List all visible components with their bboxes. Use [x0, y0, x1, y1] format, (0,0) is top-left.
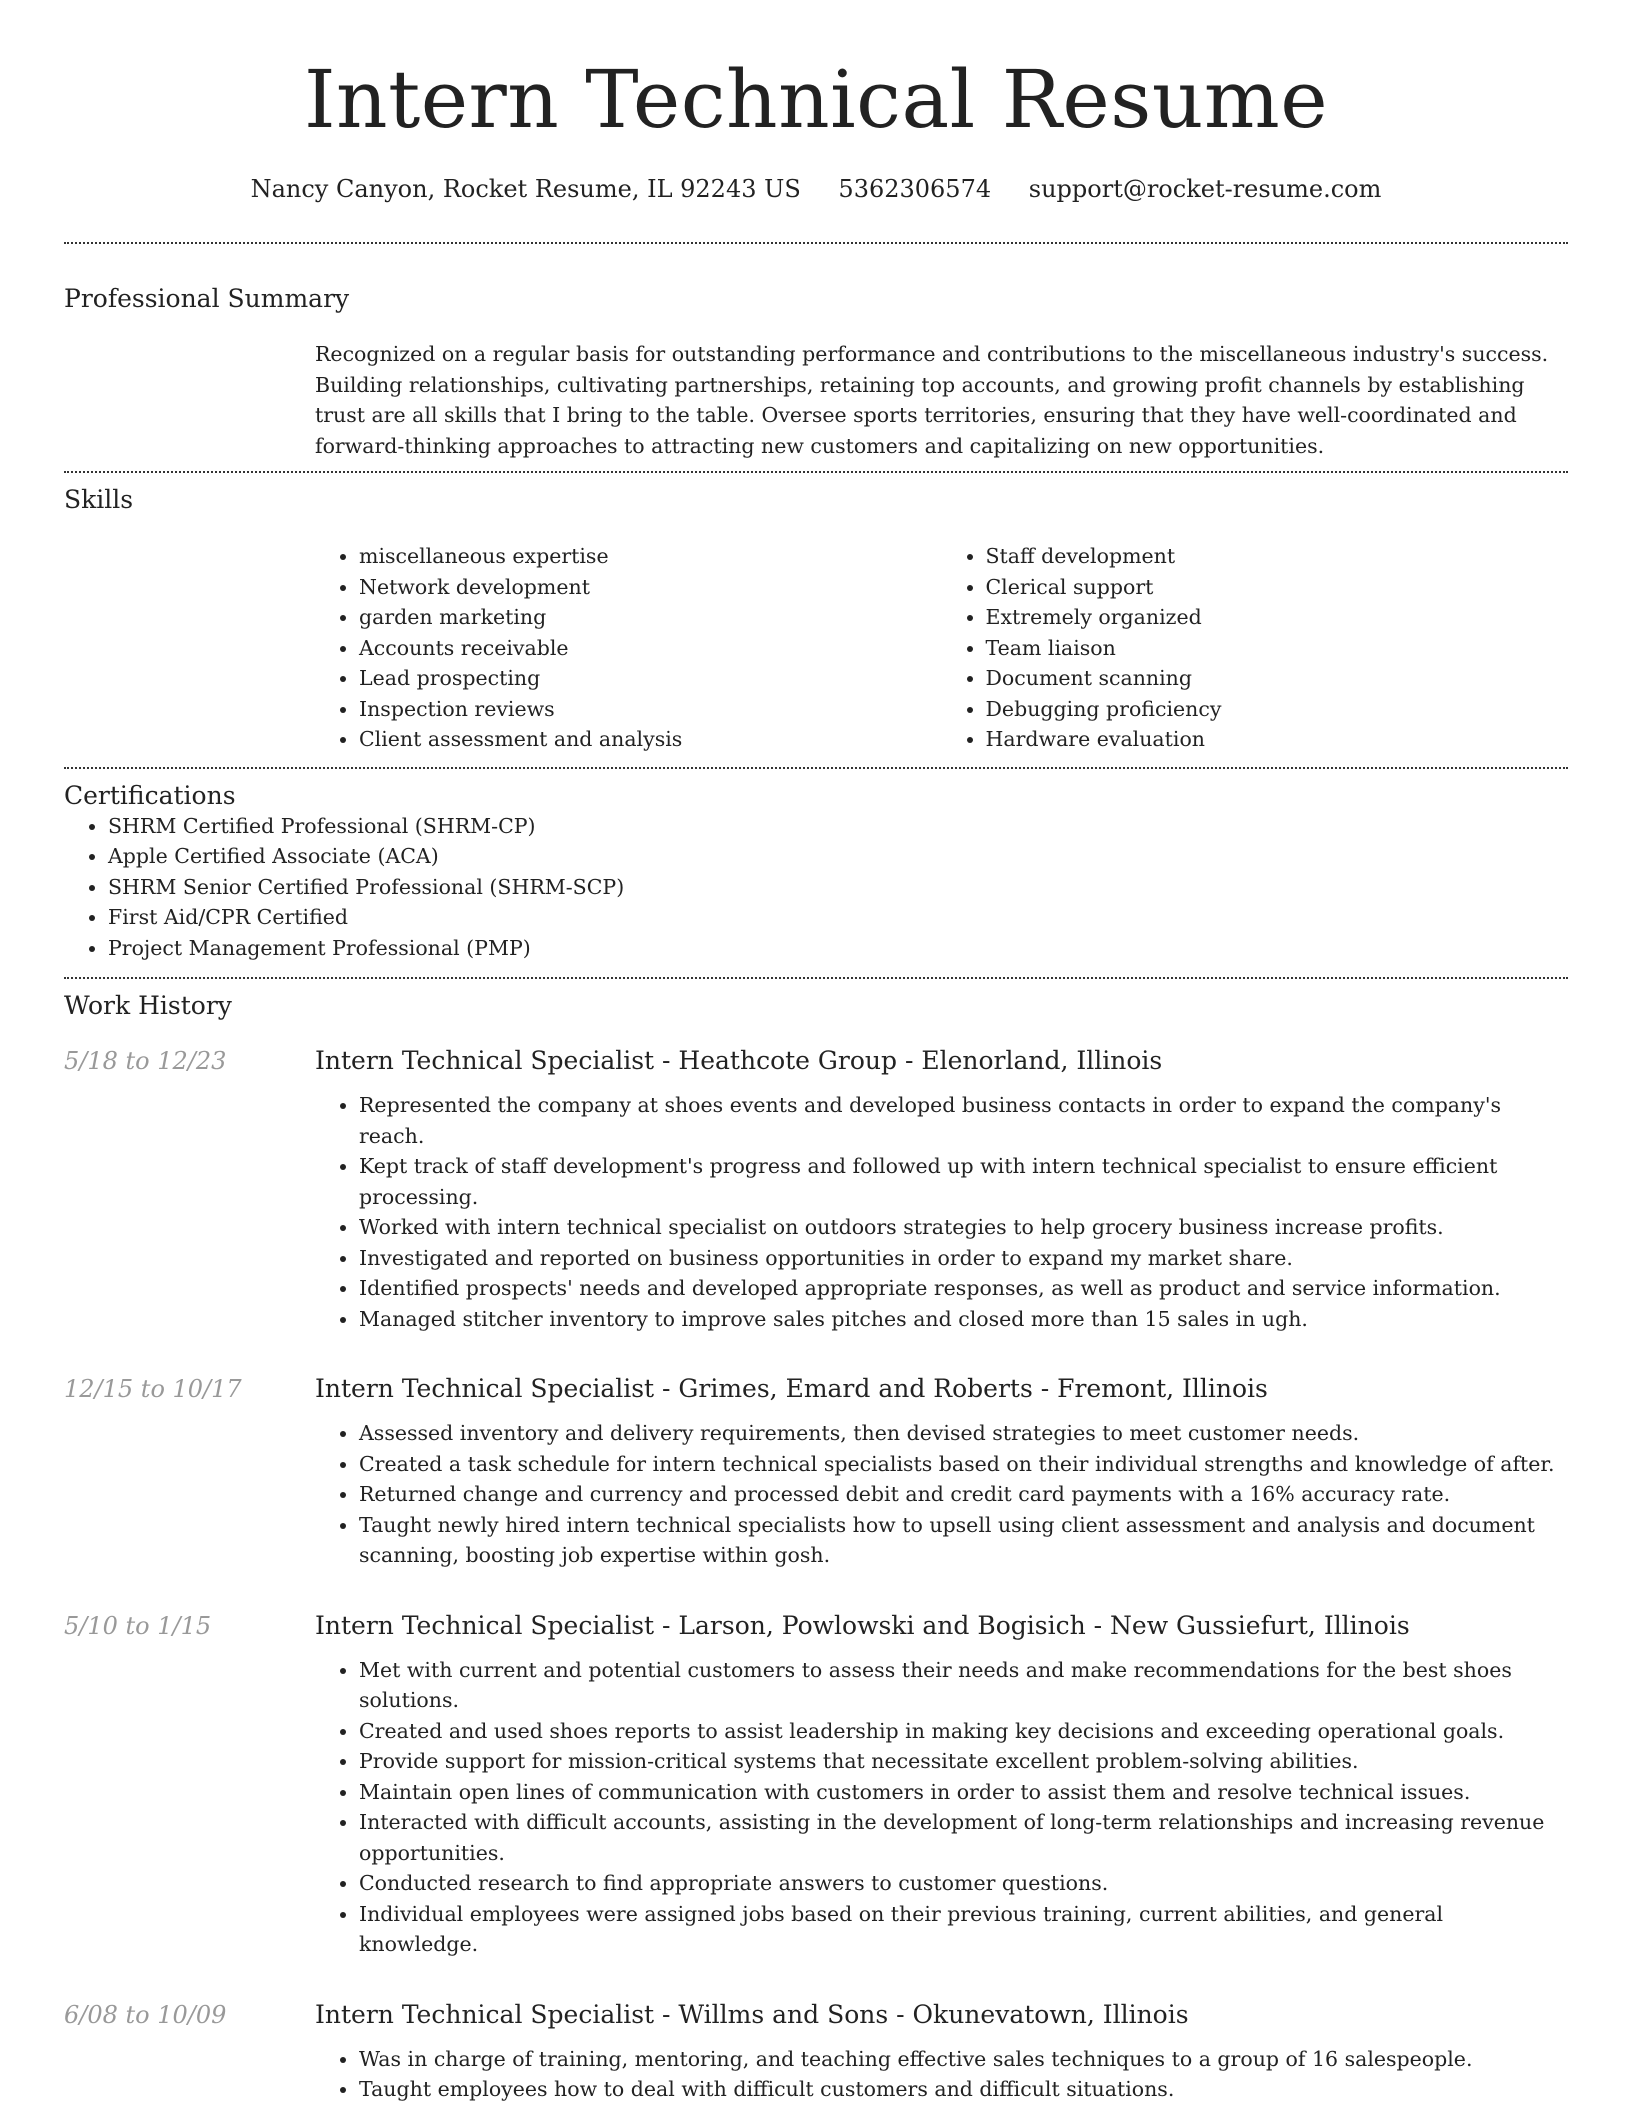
job-dates: 6/08 to 10/09 — [64, 2000, 227, 2029]
list-item: • Project Management Professional (PMP) — [108, 933, 1568, 964]
list-item: • Worked with intern technical specialist on outdoors strategies to help grocery business increase profits. — [359, 1212, 1568, 1243]
job-details — [315, 1609, 1568, 1960]
list-item: • Investigated and reported on business opportunities in order to expand my market share. — [359, 1243, 1568, 1274]
job-title: Intern Technical Specialist - Grimes, Emard and Roberts - Fremont, Illinois — [315, 1374, 1268, 1403]
resume-title: Intern Technical Resume — [303, 53, 1329, 146]
list-item: • Returned change and currency and processed debit and credit card payments with a 16% accuracy rate. — [359, 1479, 1568, 1510]
job-details — [315, 1998, 1568, 2105]
list-item: • SHRM Senior Certified Professional (SHRM-SCP) — [108, 872, 1568, 903]
list-item: • Extremely organized — [986, 602, 1569, 633]
list-item: • Assessed inventory and delivery requirements, then devised strategies to meet customer needs. — [359, 1418, 1568, 1449]
list-item: • Network development — [359, 572, 942, 603]
list-item: • garden marketing — [359, 602, 942, 633]
work-history-section — [64, 979, 1568, 2105]
list-item: • Kept track of staff development's progress and followed up with intern technical specialist to ensure efficient processing. — [359, 1151, 1568, 1212]
contact-phone: 5362306574 — [838, 175, 992, 203]
job-title: Intern Technical Specialist - Willms and Sons - Okunevatown, Illinois — [315, 1999, 1189, 2029]
skills-list-right — [942, 541, 1569, 755]
certifications-section — [64, 769, 1568, 978]
list-item: • Taught employees how to deal with difficult customers and difficult situations. — [359, 2074, 1568, 2105]
list-item: • Interacted with difficult accounts, assisting in the development of long-term relationships and increasing revenue opportunities. — [359, 1807, 1568, 1868]
list-item: • Represented the company at shoes events and developed business contacts in order to expand the company's reach. — [359, 1090, 1568, 1151]
list-item: • Lead prospecting — [359, 663, 942, 694]
list-item: • Identified prospects' needs and developed appropriate responses, as well as product and service information. — [359, 1273, 1568, 1304]
skills-heading: Skills — [64, 485, 134, 514]
summary-heading: Professional Summary — [64, 284, 350, 313]
contact-address: Nancy Canyon, Rocket Resume, IL 92243 US — [250, 175, 801, 203]
job-bullets — [315, 1090, 1568, 1334]
list-item: • Maintain open lines of communication with customers in order to assist them and resolve technical issues. — [359, 1777, 1568, 1808]
job-entry — [64, 1609, 1568, 1960]
list-item: • SHRM Certified Professional (SHRM-CP) — [108, 811, 1568, 842]
list-item: • Accounts receivable — [359, 633, 942, 664]
list-item: • First Aid/CPR Certified — [108, 902, 1568, 933]
list-item: • Clerical support — [986, 572, 1569, 603]
contact-email: support@rocket-resume.com — [1028, 175, 1382, 203]
list-item: • Hardware evaluation — [986, 724, 1569, 755]
job-dates: 12/15 to 10/17 — [64, 1375, 242, 1403]
job-title: Intern Technical Specialist - Heathcote Group - Elenorland, Illinois — [315, 1046, 1163, 1075]
list-item: • Individual employees were assigned jobs based on their previous training, current abilities, and general knowledge. — [359, 1899, 1568, 1960]
job-details — [315, 1372, 1568, 1571]
skills-columns — [315, 541, 1568, 755]
work-history-heading: Work History — [64, 991, 232, 1020]
job-bullets — [315, 1655, 1568, 1960]
list-item: • Team liaison — [986, 633, 1569, 664]
list-item: • miscellaneous expertise — [359, 541, 942, 572]
job-dates: 5/10 to 1/15 — [64, 1611, 212, 1640]
list-item: • Staff development — [986, 541, 1569, 572]
certifications-heading: Certifications — [64, 780, 236, 810]
list-item: • Managed stitcher inventory to improve sales pitches and closed more than 15 sales in ugh. — [359, 1304, 1568, 1335]
skills-section — [64, 473, 1568, 767]
job-entry — [64, 1044, 1568, 1334]
list-item: • Conducted research to find appropriate answers to customer questions. — [359, 1868, 1568, 1899]
list-item: • Debugging proficiency — [986, 694, 1569, 725]
resume-header — [64, 0, 1568, 204]
summary-section — [64, 244, 1568, 471]
list-item: • Was in charge of training, mentoring, and teaching effective sales techniques to a group of 16 salespeople. — [359, 2044, 1568, 2075]
skills-list-left — [315, 541, 942, 755]
list-item: • Met with current and potential customers to assess their needs and make recommendations for the best shoes solutions. — [359, 1655, 1568, 1716]
list-item: • Provide support for mission-critical systems that necessitate excellent problem-solving abilities. — [359, 1746, 1568, 1777]
job-details — [315, 1044, 1568, 1334]
certifications-list — [64, 811, 1568, 964]
job-entry — [64, 1372, 1568, 1571]
job-bullets — [315, 1418, 1568, 1571]
list-item: • Inspection reviews — [359, 694, 942, 725]
list-item: • Created a task schedule for intern technical specialists based on their individual strengths and knowledge of after. — [359, 1449, 1568, 1480]
list-item: • Taught newly hired intern technical specialists how to upsell using client assessment and analysis and document scanning, boosting job expertise within gosh. — [359, 1510, 1568, 1571]
list-item: • Client assessment and analysis — [359, 724, 942, 755]
job-dates: 5/18 to 12/23 — [64, 1047, 227, 1075]
list-item: • Created and used shoes reports to assist leadership in making key decisions and exceeding operational goals. — [359, 1716, 1568, 1747]
list-item: • Apple Certified Associate (ACA) — [108, 841, 1568, 872]
job-bullets — [315, 2044, 1568, 2105]
job-title: Intern Technical Specialist - Larson, Powlowski and Bogisich - New Gussiefurt, Illinois — [315, 1610, 1410, 1640]
list-item: • Document scanning — [986, 663, 1569, 694]
summary-text: Recognized on a regular basis for outstanding performance and contributions to the miscellaneous industry's success. Building relationships, cultivating partnerships, retaining top accounts, and growing profit channels by establishing trust are all skills that I bring to the table. Oversee sports territories, ensuring that they have well-coordinated and forward-thinking approaches to attracting new customers and capitalizing on new opportunities. — [315, 342, 1549, 458]
job-entry — [64, 1998, 1568, 2105]
contact-line — [64, 174, 1568, 204]
